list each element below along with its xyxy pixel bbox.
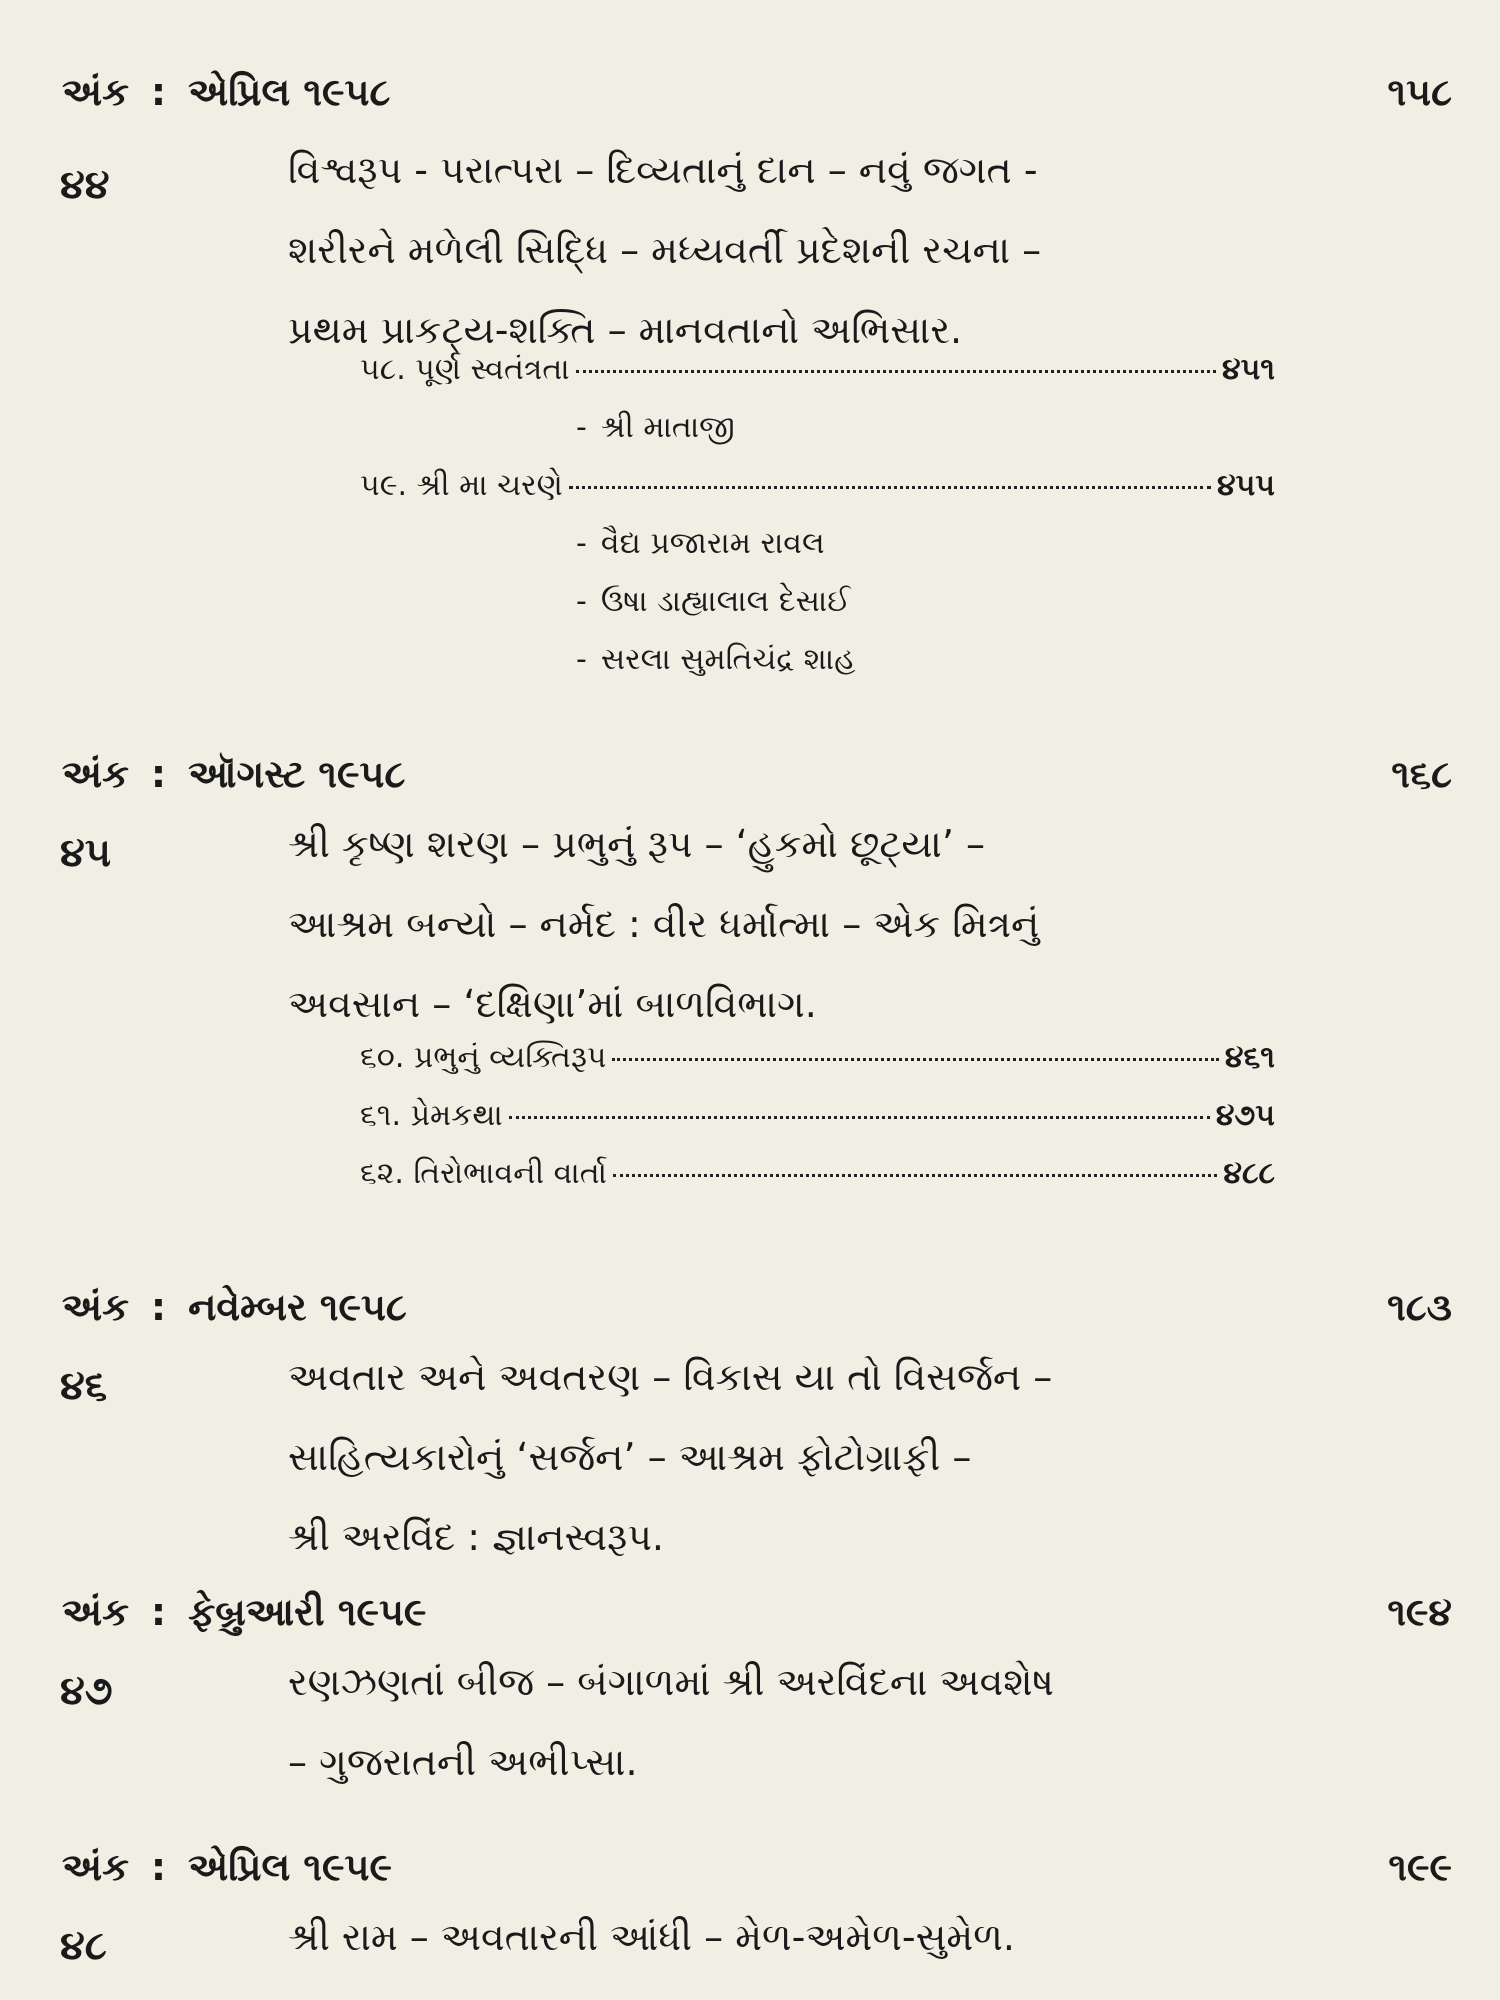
leader-dots bbox=[569, 486, 1211, 489]
issue-date: ફેબ્રુઆરી ૧૯૫૯ bbox=[188, 1590, 427, 1634]
issue-date: ઑગસ્ટ ૧૯૫૮ bbox=[188, 752, 406, 796]
summary-line: શ્રી રામ – અવતારની આંધી – મેળ-અમેળ-સુમેળ. bbox=[288, 1915, 1015, 1959]
issue-date: નવેમ્બર ૧૯૫૮ bbox=[188, 1285, 407, 1329]
issue-number: ૪૪ bbox=[60, 162, 110, 208]
issue-heading bbox=[62, 70, 390, 115]
toc-author: - વૈદ્ય પ્રજારામ રાવલ bbox=[576, 526, 825, 561]
toc-entry-title: ૫૮. પૂર્ણ સ્વતંત્રતા bbox=[360, 352, 570, 387]
leader-dots bbox=[613, 1174, 1217, 1177]
toc-author: - શ્રી માતાજી bbox=[576, 410, 735, 445]
toc-entry-page: ૪૮૮ bbox=[1223, 1156, 1275, 1191]
toc-entry-page: ૪૬૧ bbox=[1224, 1040, 1275, 1075]
issue-summary bbox=[288, 1897, 1308, 1977]
issue-date: એપ્રિલ ૧૯૫૯ bbox=[188, 1845, 393, 1889]
issue-summary bbox=[288, 804, 1308, 1044]
leader-dots bbox=[509, 1116, 1210, 1119]
toc-entry bbox=[360, 352, 1275, 410]
summary-line: – ગુજરાતની અભીપ્સા. bbox=[288, 1740, 638, 1784]
issue-label: અંક bbox=[62, 752, 129, 796]
issue-summary bbox=[288, 1642, 1308, 1802]
issue-heading bbox=[62, 1285, 407, 1330]
issue-colon: : bbox=[150, 1590, 167, 1634]
toc-list bbox=[360, 352, 1275, 700]
toc-entry bbox=[360, 1098, 1275, 1156]
issue-date: એપ્રિલ ૧૯૫૮ bbox=[188, 70, 391, 114]
issue-heading bbox=[62, 1590, 426, 1635]
leader-dots bbox=[612, 1058, 1219, 1061]
leader-dots bbox=[576, 370, 1216, 373]
toc-entry bbox=[360, 468, 1275, 526]
issue-page-number: ૧૮૩ bbox=[1387, 1285, 1452, 1329]
summary-line: પ્રથમ પ્રાકટ્ય-શક્તિ – માનવતાનો અભિસાર. bbox=[288, 308, 963, 352]
toc-entry-page: ૪૭૫ bbox=[1215, 1098, 1275, 1133]
issue-page-number: ૧૯૯ bbox=[1388, 1845, 1452, 1889]
issue-colon: : bbox=[150, 752, 167, 796]
issue-heading bbox=[62, 1845, 392, 1890]
summary-line: રણઝણતાં બીજ – બંગાળમાં શ્રી અરવિંદના અવશેષ bbox=[288, 1660, 1054, 1704]
toc-entry-title: ૬૨. તિરોભાવની વાર્તા bbox=[360, 1156, 607, 1191]
issue-label: અંક bbox=[62, 70, 129, 114]
issue-heading bbox=[62, 752, 405, 797]
toc-entry-title: ૫૯. શ્રી મા ચરણે bbox=[360, 468, 563, 503]
issue-label: અંક bbox=[62, 1845, 129, 1889]
issue-number: ૪૭ bbox=[60, 1668, 113, 1714]
issue-label: અંક bbox=[62, 1285, 129, 1329]
toc-author: - સરલા સુમતિચંદ્ર શાહ bbox=[576, 642, 856, 677]
summary-line: શ્રી અરવિંદ : જ્ઞાનસ્વરૂપ. bbox=[288, 1515, 664, 1559]
issue-page-number: ૧૯૪ bbox=[1387, 1590, 1452, 1634]
issue-page-number: ૧૫૮ bbox=[1387, 70, 1452, 114]
summary-line: અવસાન – ‘દક્ષિણા’માં બાળવિભાગ. bbox=[288, 982, 817, 1026]
issue-page-number: ૧૬૮ bbox=[1391, 752, 1452, 796]
summary-line: સાહિત્યકારોનું ‘સર્જન’ – આશ્રમ ફોટોગ્રાફી – bbox=[288, 1435, 972, 1479]
issue-colon: : bbox=[150, 1285, 167, 1329]
toc-entry-title: ૬૧. પ્રેમકથા bbox=[360, 1098, 503, 1133]
issue-number: ૪૮ bbox=[60, 1923, 107, 1969]
toc-entry-page: ૪૫૫ bbox=[1216, 468, 1275, 503]
issue-colon: : bbox=[150, 1845, 167, 1889]
toc-entry bbox=[360, 1156, 1275, 1214]
issue-label: અંક bbox=[62, 1590, 129, 1634]
summary-line: આશ્રમ બન્યો – નર્મદ : વીર ધર્માત્મા – એક મિત્રનું bbox=[288, 902, 1040, 946]
toc-author: - ઉષા ડાહ્યાલાલ દેસાઈ bbox=[576, 584, 851, 619]
issue-summary bbox=[288, 130, 1308, 370]
summary-line: શ્રી કૃષ્ણ શરણ – પ્રભુનું રૂપ – ‘હુકમો છૂટ્યા’ – bbox=[288, 822, 986, 866]
toc-entry-title: ૬૦. પ્રભુનું વ્યક્તિરૂપ bbox=[360, 1040, 607, 1075]
issue-number: ૪૫ bbox=[60, 830, 112, 876]
issue-colon: : bbox=[150, 70, 167, 114]
toc-entry-page: ૪૫૧ bbox=[1221, 352, 1275, 387]
summary-line: અવતાર અને અવતરણ – વિકાસ યા તો વિસર્જન – bbox=[288, 1355, 1053, 1399]
issue-summary bbox=[288, 1337, 1308, 1577]
toc-list bbox=[360, 1040, 1275, 1214]
summary-line: શરીરને મળેલી સિદ્ધિ – મધ્યવર્તી પ્રદેશની રચના – bbox=[288, 228, 1042, 272]
toc-entry bbox=[360, 1040, 1275, 1098]
summary-line: વિશ્વરૂપ - પરાત્પરા – દિવ્યતાનું દાન – નવું જગત - bbox=[288, 148, 1038, 192]
issue-number: ૪૬ bbox=[60, 1363, 108, 1409]
